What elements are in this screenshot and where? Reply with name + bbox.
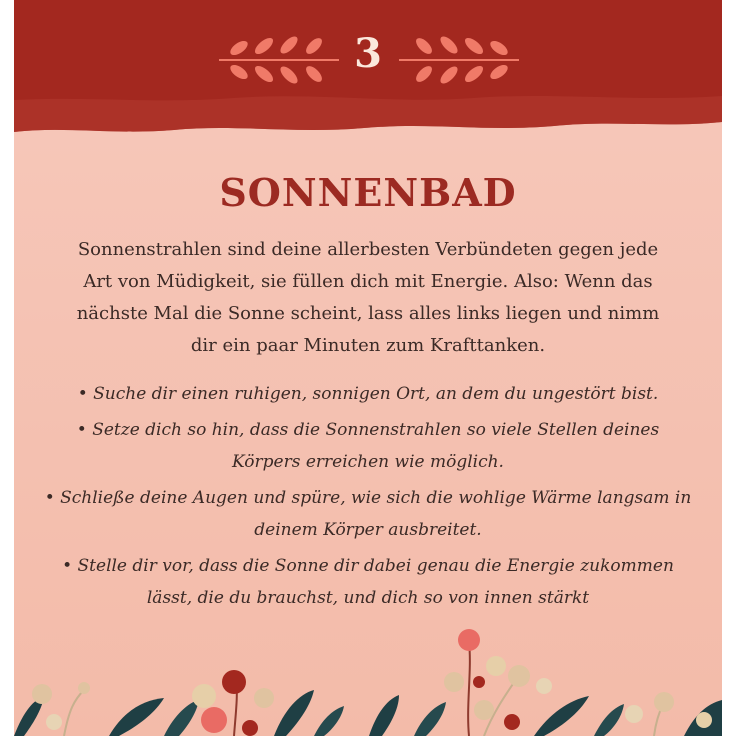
leaf-branch-right-icon — [394, 28, 524, 88]
list-item: • Stelle dir vor, dass die Sonne dir dabei genau die Energie zukommen lässt, die du brauchst, und dich so von innen stärkt — [62, 556, 674, 608]
card-title: SONNENBAD — [219, 170, 517, 215]
activity-card — [14, 0, 722, 736]
instruction-list — [44, 378, 692, 618]
plants-berries-decoration — [14, 610, 722, 736]
card-number: 3 — [354, 30, 382, 77]
list-item: • Schließe deine Augen und spüre, wie sich die wohlige Wärme langsam in deinem Körper ausbreitet. — [44, 488, 692, 540]
list-item: • Suche dir einen ruhigen, sonnigen Ort, an dem du ungestört bist. — [77, 384, 659, 404]
intro-paragraph: Sonnenstrahlen sind deine allerbesten Verbündeten gegen jede Art von Müdigkeit, sie füllen dich mit Energie. Also: Wenn das nächste Mal die Sonne scheint, lass alles links liegen und nimm dir ein paar Minuten zum Krafttanken. — [76, 239, 660, 356]
list-item: • Setze dich so hin, dass die Sonnenstrahlen so viele Stellen deines Körpers erreichen wie möglich. — [76, 420, 660, 472]
